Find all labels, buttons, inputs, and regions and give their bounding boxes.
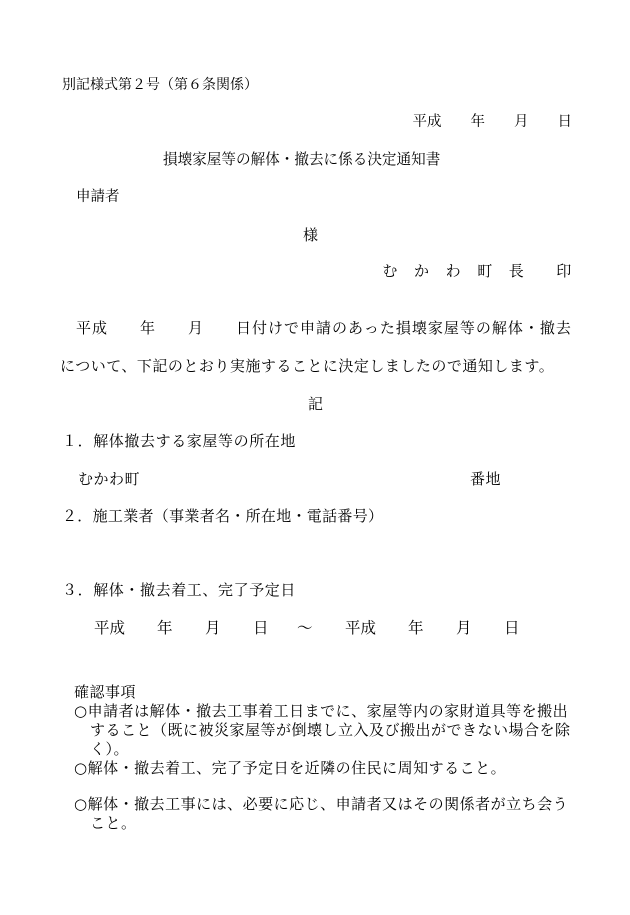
notes-heading: 記 bbox=[308, 395, 324, 413]
confirmation-item-line: ○解体・撤去着工、完了予定日を近隣の住民に周知すること。 bbox=[74, 759, 507, 777]
applicant-honorific: 様 bbox=[303, 226, 319, 244]
section-heading-location: １．解体撤去する家屋等の所在地 bbox=[62, 432, 297, 450]
schedule-period bbox=[0, 619, 630, 637]
schedule-end-month-label: 月 bbox=[456, 619, 472, 637]
schedule-end-era: 平成 bbox=[345, 619, 377, 637]
confirmation-item bbox=[74, 795, 580, 833]
confirmation-section bbox=[74, 683, 580, 833]
location-lot-suffix: 番地 bbox=[470, 470, 502, 488]
issue-date: 平成 年 月 日 bbox=[412, 114, 572, 130]
schedule-separator: ～ bbox=[297, 619, 313, 637]
issuer-name: む か わ 町 長 印 bbox=[382, 262, 572, 280]
confirmation-item-line: く）。 bbox=[90, 740, 130, 758]
notice-body bbox=[60, 309, 580, 385]
schedule-start-era: 平成 bbox=[94, 619, 126, 637]
schedule-end-year-label: 年 bbox=[408, 619, 424, 637]
schedule-start-day-label: 日 bbox=[253, 619, 269, 637]
confirmation-item bbox=[74, 759, 580, 778]
location-town: むかわ町 bbox=[78, 470, 141, 488]
confirmation-item bbox=[74, 702, 580, 759]
schedule-end-day-label: 日 bbox=[504, 619, 520, 637]
form-number: 別記様式第２号（第６条関係） bbox=[62, 77, 258, 93]
applicant-label: 申請者 bbox=[76, 189, 120, 205]
confirmation-item-line: こと。 bbox=[90, 814, 137, 832]
section-heading-contractor: ２．施工業者（事業者名・所在地・電話番号） bbox=[62, 507, 384, 525]
confirmation-item-line: ○解体・撤去工事には、必要に応じ、申請者又はその関係者が立ち会う bbox=[74, 795, 569, 813]
document-title: 損壊家屋等の解体・撤去に係る決定通知書 bbox=[163, 151, 441, 168]
confirmation-item-line: ○申請者は解体・撤去工事着工日までに、家屋等内の家財道具等を搬出 bbox=[74, 702, 569, 720]
section-heading-schedule: ３．解体・撤去着工、完了予定日 bbox=[62, 581, 297, 599]
body-line: 平成 年 月 日付けで申請のあった損壊家屋等の解体・撤去 bbox=[76, 319, 572, 337]
confirmation-item-line: すること（既に被災家屋等が倒壊し立入及び搬出ができない場合を除 bbox=[90, 721, 571, 739]
body-line: について、下記のとおり実施することに決定しましたので通知します。 bbox=[60, 357, 555, 375]
schedule-start-year-label: 年 bbox=[157, 619, 173, 637]
confirmation-heading: 確認事項 bbox=[74, 683, 137, 701]
schedule-start-month-label: 月 bbox=[205, 619, 221, 637]
